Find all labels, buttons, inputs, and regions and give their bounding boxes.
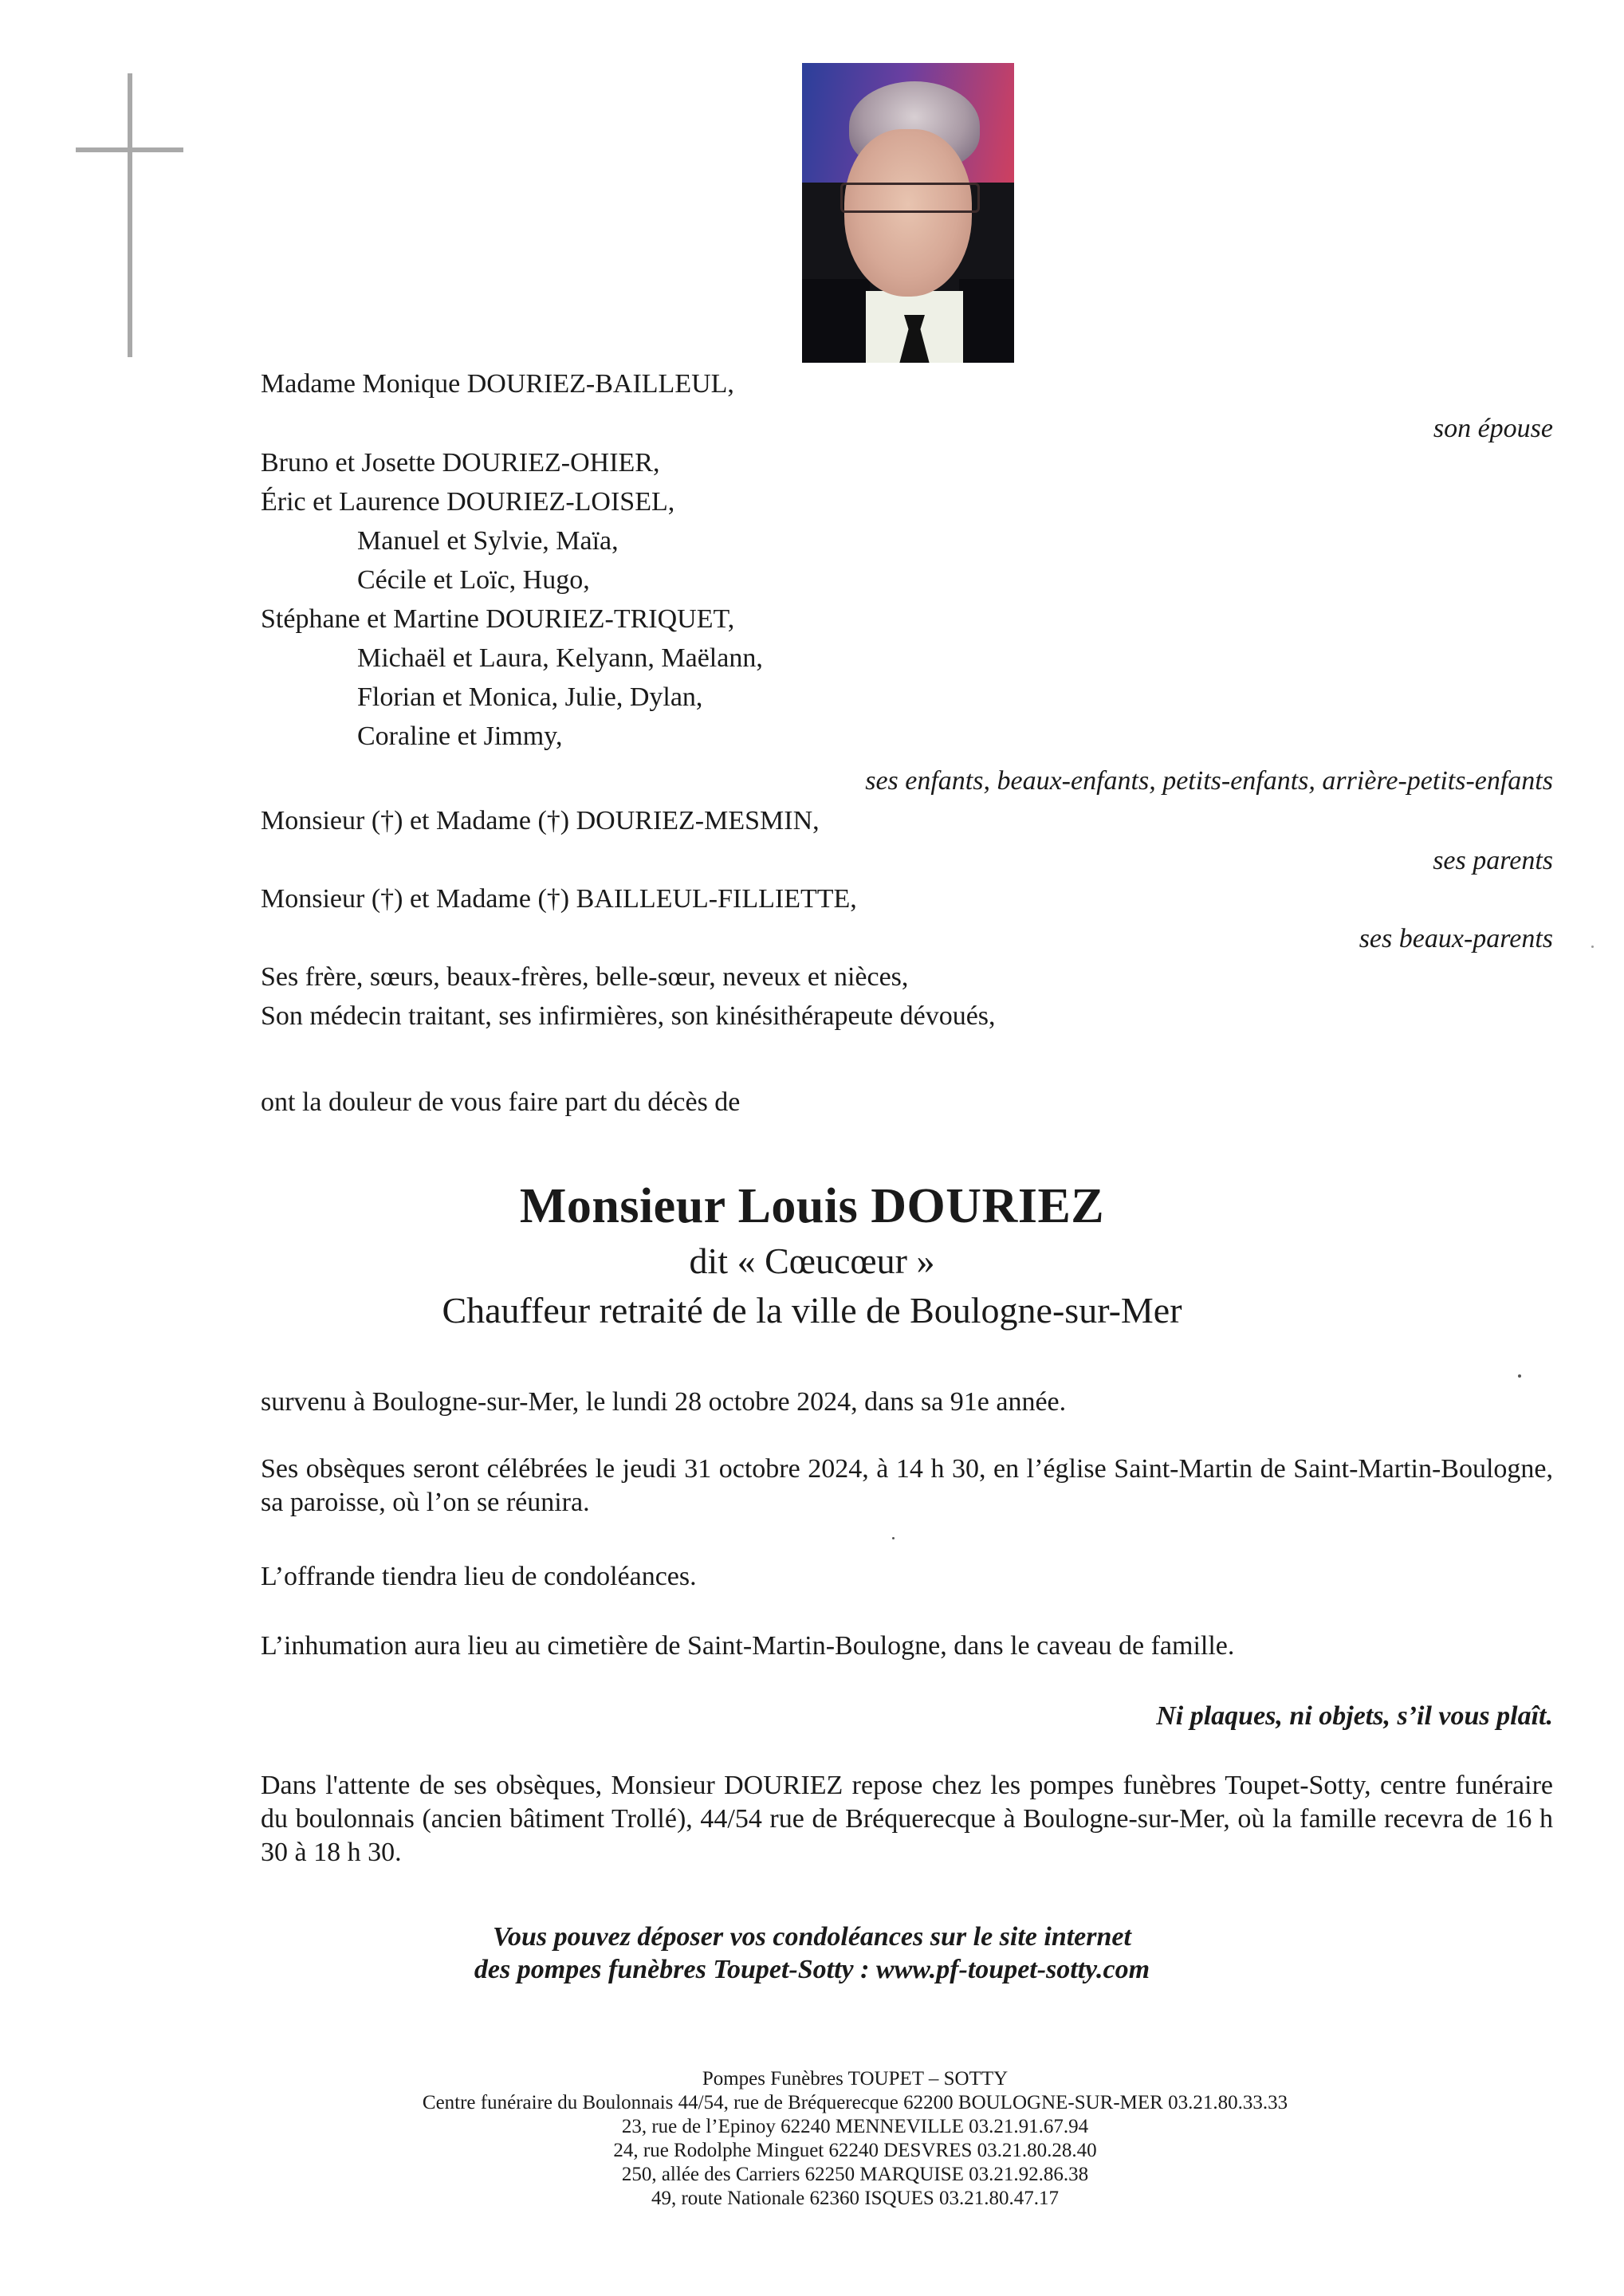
deceased-name: Monsieur Louis DOURIEZ	[519, 1179, 1105, 1233]
family-line: Michaël et Laura, Kelyann, Maëlann,	[357, 643, 763, 673]
family-line: Bruno et Josette DOURIEZ-OHIER,	[261, 448, 660, 478]
flowers-request: Ni plaques, ni objets, s’il vous plaît.	[1156, 1701, 1553, 1731]
death-details: survenu à Boulogne-sur-Mer, le lundi 28 octobre 2024, dans sa 91e année.	[261, 1387, 1067, 1417]
others-line: Ses frère, sœurs, beaux-frères, belle-sœur, neveux et nièces,	[261, 962, 909, 992]
footer-address: 49, route Nationale 62360 ISQUES 03.21.80.47.17	[651, 2188, 1060, 2209]
cross-vertical-bar	[128, 73, 132, 357]
family-line: Manuel et Sylvie, Maïa,	[357, 526, 619, 556]
parents-relation: ses parents	[1433, 846, 1553, 875]
spouse-relation: son épouse	[1433, 414, 1553, 443]
scan-speck	[1591, 946, 1594, 948]
parents-name: Monsieur (†) et Madame (†) DOURIEZ-MESMIN,	[261, 806, 820, 835]
family-line: Stéphane et Martine DOURIEZ-TRIQUET,	[261, 604, 735, 634]
scan-speck	[1518, 1374, 1521, 1378]
announcement-text: ont la douleur de vous faire part du décès de	[261, 1087, 741, 1117]
viewing-details: Dans l'attente de ses obsèques, Monsieur DOURIEZ repose chez les pompes funèbres Toupet-Sotty, centre funéraire du boulonnais (ancien bâtiment Trollé), 44/54 rue de Bréquerecque à Boulogne-sur-Mer, où la famille recevra de 16 h 30 à 18 h 30.	[261, 1771, 1553, 1867]
deceased-occupation: Chauffeur retraité de la ville de Boulogne-sur-Mer	[442, 1290, 1182, 1331]
offering-note: L’offrande tiendra lieu de condoléances.	[261, 1562, 697, 1591]
others-line: Son médecin traitant, ses infirmières, son kinésithérapeute dévoués,	[261, 1001, 996, 1031]
funeral-home-footer	[0, 2067, 1624, 2211]
footer-address: 250, allée des Carriers 62250 MARQUISE 03.21.92.86.38	[621, 2164, 1089, 2185]
condolences-line-1: Vous pouvez déposer vos condoléances sur le site internet	[493, 1922, 1131, 1952]
family-line: Florian et Monica, Julie, Dylan,	[357, 682, 703, 712]
in-laws-relation: ses beaux-parents	[1359, 924, 1553, 953]
condolences-line-2: des pompes funèbres Toupet-Sotty : www.pf-toupet-sotty.com	[474, 1955, 1150, 1984]
funeral-home-name: Pompes Funèbres TOUPET – SOTTY	[702, 2068, 1009, 2090]
footer-address: Centre funéraire du Boulonnais 44/54, rue de Bréquerecque 62200 BOULOGNE-SUR-MER 03.21.80.33.33	[422, 2092, 1288, 2113]
cross-horizontal-bar	[76, 147, 183, 152]
footer-address: 24, rue Rodolphe Minguet 62240 DESVRES 03.21.80.28.40	[613, 2140, 1097, 2161]
portrait-photo	[802, 63, 1014, 363]
family-line: Éric et Laurence DOURIEZ-LOISEL,	[261, 487, 675, 517]
scan-speck	[892, 1537, 895, 1539]
in-laws-name: Monsieur (†) et Madame (†) BAILLEUL-FILLIETTE,	[261, 884, 857, 914]
family-line: Cécile et Loïc, Hugo,	[357, 565, 590, 595]
family-line: Coraline et Jimmy,	[357, 721, 563, 751]
deceased-nickname: dit « Cœucœur »	[689, 1240, 935, 1281]
burial-details: L’inhumation aura lieu au cimetière de Saint-Martin-Boulogne, dans le caveau de famille.	[261, 1631, 1235, 1661]
footer-address: 23, rue de l’Epinoy 62240 MENNEVILLE 03.21.91.67.94	[621, 2116, 1089, 2137]
spouse-name: Madame Monique DOURIEZ-BAILLEUL,	[261, 369, 734, 399]
funeral-details: Ses obsèques seront célébrées le jeudi 31 octobre 2024, à 14 h 30, en l’église Saint-Martin de Saint-Martin-Boulogne, sa paroisse, où l’on se réunira.	[261, 1454, 1553, 1517]
children-relation: ses enfants, beaux-enfants, petits-enfants, arrière-petits-enfants	[865, 766, 1553, 796]
